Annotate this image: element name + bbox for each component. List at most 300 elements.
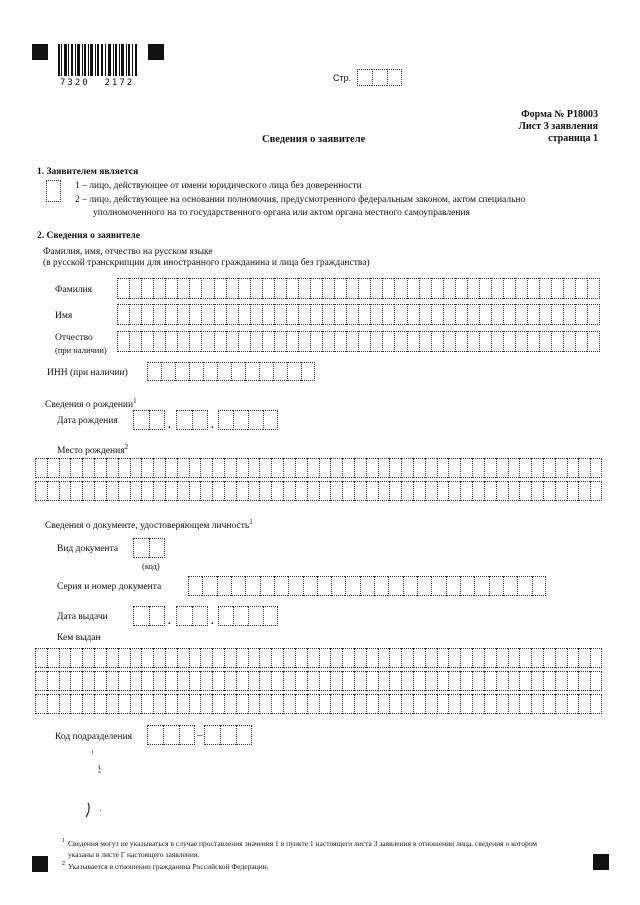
char-cell[interactable] <box>201 278 213 299</box>
char-cell[interactable] <box>262 304 274 325</box>
char-cell[interactable] <box>141 304 153 325</box>
char-cell[interactable] <box>389 648 401 668</box>
birth-place-line-1[interactable] <box>35 458 602 478</box>
char-cell[interactable] <box>283 481 295 501</box>
char-cell[interactable] <box>47 458 59 478</box>
char-cell[interactable] <box>472 648 484 668</box>
char-cell[interactable] <box>118 694 130 714</box>
char-cell[interactable] <box>94 481 106 501</box>
division-code-part1[interactable] <box>147 725 195 745</box>
doc-series-field[interactable] <box>188 576 546 596</box>
char-cell[interactable] <box>531 694 543 714</box>
char-cell[interactable] <box>177 304 189 325</box>
char-cell[interactable] <box>165 278 177 299</box>
char-cell[interactable] <box>539 331 551 352</box>
char-cell[interactable] <box>354 458 366 478</box>
char-cell[interactable] <box>176 410 192 430</box>
char-cell[interactable] <box>59 648 71 668</box>
char-cell[interactable] <box>346 304 358 325</box>
char-cell[interactable] <box>118 648 130 668</box>
char-cell[interactable] <box>437 671 449 691</box>
char-cell[interactable] <box>567 671 579 691</box>
char-cell[interactable] <box>519 648 531 668</box>
char-cell[interactable] <box>129 304 141 325</box>
char-cell[interactable] <box>236 648 248 668</box>
char-cell[interactable] <box>354 648 366 668</box>
char-cell[interactable] <box>519 694 531 714</box>
char-cell[interactable] <box>330 648 342 668</box>
char-cell[interactable] <box>165 304 177 325</box>
char-cell[interactable] <box>70 458 82 478</box>
char-cell[interactable] <box>141 481 153 501</box>
char-cell[interactable] <box>590 481 602 501</box>
char-cell[interactable] <box>189 671 201 691</box>
char-cell[interactable] <box>590 648 602 668</box>
char-cell[interactable] <box>238 331 250 352</box>
char-cell[interactable] <box>179 725 195 745</box>
char-cell[interactable] <box>70 648 82 668</box>
char-cell[interactable] <box>394 331 406 352</box>
char-cell[interactable] <box>153 648 165 668</box>
char-cell[interactable] <box>238 278 250 299</box>
char-cell[interactable] <box>342 648 354 668</box>
char-cell[interactable] <box>200 481 212 501</box>
char-cell[interactable] <box>70 671 82 691</box>
char-cell[interactable] <box>479 331 491 352</box>
char-cell[interactable] <box>543 481 555 501</box>
char-cell[interactable] <box>401 648 413 668</box>
char-cell[interactable] <box>382 278 394 299</box>
char-cell[interactable] <box>263 410 278 430</box>
char-cell[interactable] <box>448 671 460 691</box>
char-cell[interactable] <box>295 458 307 478</box>
char-cell[interactable] <box>218 410 233 430</box>
char-cell[interactable] <box>217 362 231 381</box>
char-cell[interactable] <box>35 481 47 501</box>
char-cell[interactable] <box>443 331 455 352</box>
char-cell[interactable] <box>467 278 479 299</box>
char-cell[interactable] <box>455 331 467 352</box>
char-cell[interactable] <box>527 304 539 325</box>
char-cell[interactable] <box>106 481 118 501</box>
char-cell[interactable] <box>106 694 118 714</box>
char-cell[interactable] <box>259 362 273 381</box>
char-cell[interactable] <box>460 576 474 596</box>
char-cell[interactable] <box>177 278 189 299</box>
char-cell[interactable] <box>149 606 165 626</box>
char-cell[interactable] <box>189 331 201 352</box>
char-cell[interactable] <box>295 671 307 691</box>
char-cell[interactable] <box>551 331 563 352</box>
char-cell[interactable] <box>59 671 71 691</box>
char-cell[interactable] <box>413 481 425 501</box>
char-cell[interactable] <box>413 458 425 478</box>
char-cell[interactable] <box>35 671 47 691</box>
char-cell[interactable] <box>370 278 382 299</box>
char-cell[interactable] <box>575 278 587 299</box>
char-cell[interactable] <box>165 694 177 714</box>
char-cell[interactable] <box>319 671 331 691</box>
char-cell[interactable] <box>82 481 94 501</box>
char-cell[interactable] <box>419 331 431 352</box>
char-cell[interactable] <box>153 481 165 501</box>
char-cell[interactable] <box>425 694 437 714</box>
char-cell[interactable] <box>508 694 520 714</box>
char-cell[interactable] <box>295 648 307 668</box>
char-cell[interactable] <box>47 481 59 501</box>
char-cell[interactable] <box>342 671 354 691</box>
char-cell[interactable] <box>382 331 394 352</box>
char-cell[interactable] <box>503 304 515 325</box>
char-cell[interactable] <box>563 304 575 325</box>
char-cell[interactable] <box>141 278 153 299</box>
char-cell[interactable] <box>129 278 141 299</box>
char-cell[interactable] <box>491 278 503 299</box>
char-cell[interactable] <box>489 576 503 596</box>
char-cell[interactable] <box>47 671 59 691</box>
char-cell[interactable] <box>496 458 508 478</box>
char-cell[interactable] <box>484 481 496 501</box>
char-cell[interactable] <box>479 278 491 299</box>
char-cell[interactable] <box>587 278 599 299</box>
char-cell[interactable] <box>47 648 59 668</box>
char-cell[interactable] <box>496 694 508 714</box>
char-cell[interactable] <box>539 304 551 325</box>
char-cell[interactable] <box>271 694 283 714</box>
char-cell[interactable] <box>503 278 515 299</box>
char-cell[interactable] <box>491 331 503 352</box>
char-cell[interactable] <box>141 671 153 691</box>
char-cell[interactable] <box>149 538 165 558</box>
char-cell[interactable] <box>70 694 82 714</box>
char-cell[interactable] <box>578 458 590 478</box>
char-cell[interactable] <box>236 671 248 691</box>
char-cell[interactable] <box>224 458 236 478</box>
char-cell[interactable] <box>94 671 106 691</box>
char-cell[interactable] <box>283 458 295 478</box>
char-cell[interactable] <box>460 458 472 478</box>
char-cell[interactable] <box>496 481 508 501</box>
char-cell[interactable] <box>366 458 378 478</box>
char-cell[interactable] <box>448 694 460 714</box>
name-field[interactable] <box>117 304 600 325</box>
char-cell[interactable] <box>425 671 437 691</box>
char-cell[interactable] <box>201 304 213 325</box>
char-cell[interactable] <box>288 576 302 596</box>
char-cell[interactable] <box>401 694 413 714</box>
char-cell[interactable] <box>437 648 449 668</box>
char-cell[interactable] <box>551 278 563 299</box>
char-cell[interactable] <box>358 331 370 352</box>
char-cell[interactable] <box>358 304 370 325</box>
char-cell[interactable] <box>236 694 248 714</box>
birth-year-field[interactable] <box>218 410 278 430</box>
char-cell[interactable] <box>106 671 118 691</box>
char-cell[interactable] <box>233 606 248 626</box>
char-cell[interactable] <box>177 458 189 478</box>
char-cell[interactable] <box>346 331 358 352</box>
char-cell[interactable] <box>503 576 517 596</box>
char-cell[interactable] <box>519 458 531 478</box>
char-cell[interactable] <box>401 458 413 478</box>
char-cell[interactable] <box>474 576 488 596</box>
issue-year-field[interactable] <box>218 606 278 626</box>
char-cell[interactable] <box>531 458 543 478</box>
char-cell[interactable] <box>189 648 201 668</box>
char-cell[interactable] <box>496 671 508 691</box>
char-cell[interactable] <box>231 576 245 596</box>
char-cell[interactable] <box>303 576 317 596</box>
char-cell[interactable] <box>354 671 366 691</box>
char-cell[interactable] <box>527 278 539 299</box>
char-cell[interactable] <box>484 671 496 691</box>
char-cell[interactable] <box>508 481 520 501</box>
char-cell[interactable] <box>189 278 201 299</box>
char-cell[interactable] <box>531 648 543 668</box>
char-cell[interactable] <box>515 331 527 352</box>
char-cell[interactable] <box>431 304 443 325</box>
char-cell[interactable] <box>189 458 201 478</box>
char-cell[interactable] <box>527 331 539 352</box>
char-cell[interactable] <box>212 671 224 691</box>
char-cell[interactable] <box>147 725 163 745</box>
page-number-cells[interactable] <box>357 69 402 86</box>
char-cell[interactable] <box>165 671 177 691</box>
char-cell[interactable] <box>401 671 413 691</box>
char-cell[interactable] <box>220 725 236 745</box>
char-cell[interactable] <box>161 362 175 381</box>
char-cell[interactable] <box>378 671 390 691</box>
char-cell[interactable] <box>59 481 71 501</box>
applicant-type-cell[interactable] <box>46 180 61 202</box>
char-cell[interactable] <box>419 278 431 299</box>
char-cell[interactable] <box>224 671 236 691</box>
char-cell[interactable] <box>274 576 288 596</box>
char-cell[interactable] <box>192 410 208 430</box>
birth-day-field[interactable] <box>133 410 165 430</box>
char-cell[interactable] <box>165 458 177 478</box>
char-cell[interactable] <box>274 304 286 325</box>
char-cell[interactable] <box>358 278 370 299</box>
char-cell[interactable] <box>133 606 149 626</box>
char-cell[interactable] <box>226 304 238 325</box>
char-cell[interactable] <box>94 458 106 478</box>
char-cell[interactable] <box>259 694 271 714</box>
char-cell[interactable] <box>419 304 431 325</box>
char-cell[interactable] <box>271 458 283 478</box>
char-cell[interactable] <box>389 458 401 478</box>
char-cell[interactable] <box>555 694 567 714</box>
char-cell[interactable] <box>153 304 165 325</box>
char-cell[interactable] <box>260 576 274 596</box>
char-cell[interactable] <box>248 410 263 430</box>
char-cell[interactable] <box>563 278 575 299</box>
surname-field[interactable] <box>117 278 600 299</box>
char-cell[interactable] <box>382 304 394 325</box>
char-cell[interactable] <box>141 331 153 352</box>
char-cell[interactable] <box>472 481 484 501</box>
char-cell[interactable] <box>330 671 342 691</box>
char-cell[interactable] <box>555 458 567 478</box>
char-cell[interactable] <box>319 694 331 714</box>
char-cell[interactable] <box>248 648 260 668</box>
char-cell[interactable] <box>82 671 94 691</box>
char-cell[interactable] <box>271 481 283 501</box>
char-cell[interactable] <box>298 304 310 325</box>
char-cell[interactable] <box>200 648 212 668</box>
char-cell[interactable] <box>141 458 153 478</box>
char-cell[interactable] <box>345 576 359 596</box>
char-cell[interactable] <box>307 481 319 501</box>
char-cell[interactable] <box>147 362 161 381</box>
char-cell[interactable] <box>214 331 226 352</box>
char-cell[interactable] <box>301 362 315 381</box>
char-cell[interactable] <box>472 671 484 691</box>
char-cell[interactable] <box>106 458 118 478</box>
char-cell[interactable] <box>567 458 579 478</box>
char-cell[interactable] <box>310 331 322 352</box>
char-cell[interactable] <box>271 671 283 691</box>
char-cell[interactable] <box>250 331 262 352</box>
char-cell[interactable] <box>431 576 445 596</box>
char-cell[interactable] <box>82 694 94 714</box>
char-cell[interactable] <box>307 648 319 668</box>
char-cell[interactable] <box>331 576 345 596</box>
char-cell[interactable] <box>578 481 590 501</box>
char-cell[interactable] <box>153 278 165 299</box>
char-cell[interactable] <box>259 671 271 691</box>
char-cell[interactable] <box>175 362 189 381</box>
char-cell[interactable] <box>130 671 142 691</box>
char-cell[interactable] <box>273 362 287 381</box>
char-cell[interactable] <box>287 362 301 381</box>
char-cell[interactable] <box>248 481 260 501</box>
char-cell[interactable] <box>262 331 274 352</box>
char-cell[interactable] <box>322 331 334 352</box>
char-cell[interactable] <box>212 481 224 501</box>
char-cell[interactable] <box>189 481 201 501</box>
char-cell[interactable] <box>551 304 563 325</box>
char-cell[interactable] <box>189 362 203 381</box>
char-cell[interactable] <box>484 694 496 714</box>
char-cell[interactable] <box>117 331 129 352</box>
char-cell[interactable] <box>370 304 382 325</box>
char-cell[interactable] <box>378 481 390 501</box>
char-cell[interactable] <box>70 481 82 501</box>
char-cell[interactable] <box>413 648 425 668</box>
char-cell[interactable] <box>555 671 567 691</box>
char-cell[interactable] <box>378 648 390 668</box>
char-cell[interactable] <box>226 331 238 352</box>
char-cell[interactable] <box>322 304 334 325</box>
char-cell[interactable] <box>531 671 543 691</box>
char-cell[interactable] <box>274 278 286 299</box>
char-cell[interactable] <box>563 331 575 352</box>
char-cell[interactable] <box>59 458 71 478</box>
char-cell[interactable] <box>286 278 298 299</box>
char-cell[interactable] <box>118 458 130 478</box>
char-cell[interactable] <box>94 694 106 714</box>
char-cell[interactable] <box>176 606 192 626</box>
char-cell[interactable] <box>555 648 567 668</box>
char-cell[interactable] <box>117 278 129 299</box>
char-cell[interactable] <box>263 606 278 626</box>
char-cell[interactable] <box>133 410 149 430</box>
char-cell[interactable] <box>413 671 425 691</box>
char-cell[interactable] <box>467 331 479 352</box>
char-cell[interactable] <box>330 481 342 501</box>
char-cell[interactable] <box>354 694 366 714</box>
patronymic-field[interactable] <box>117 331 600 352</box>
char-cell[interactable] <box>543 694 555 714</box>
char-cell[interactable] <box>374 576 388 596</box>
char-cell[interactable] <box>467 304 479 325</box>
char-cell[interactable] <box>130 694 142 714</box>
issued-by-line-1[interactable] <box>35 648 602 668</box>
char-cell[interactable] <box>248 458 260 478</box>
char-cell[interactable] <box>366 671 378 691</box>
char-cell[interactable] <box>224 648 236 668</box>
char-cell[interactable] <box>425 648 437 668</box>
char-cell[interactable] <box>519 671 531 691</box>
char-cell[interactable] <box>286 304 298 325</box>
char-cell[interactable] <box>141 694 153 714</box>
char-cell[interactable] <box>567 694 579 714</box>
char-cell[interactable] <box>214 278 226 299</box>
char-cell[interactable] <box>192 606 208 626</box>
char-cell[interactable] <box>163 725 179 745</box>
char-cell[interactable] <box>283 694 295 714</box>
char-cell[interactable] <box>479 304 491 325</box>
char-cell[interactable] <box>317 576 331 596</box>
char-cell[interactable] <box>188 576 202 596</box>
char-cell[interactable] <box>460 481 472 501</box>
char-cell[interactable] <box>200 458 212 478</box>
char-cell[interactable] <box>231 362 245 381</box>
char-cell[interactable] <box>177 648 189 668</box>
char-cell[interactable] <box>59 694 71 714</box>
char-cell[interactable] <box>448 458 460 478</box>
char-cell[interactable] <box>130 648 142 668</box>
char-cell[interactable] <box>295 694 307 714</box>
char-cell[interactable] <box>153 671 165 691</box>
char-cell[interactable] <box>224 694 236 714</box>
char-cell[interactable] <box>133 538 149 558</box>
char-cell[interactable] <box>319 481 331 501</box>
char-cell[interactable] <box>448 648 460 668</box>
char-cell[interactable] <box>177 694 189 714</box>
char-cell[interactable] <box>555 481 567 501</box>
char-cell[interactable] <box>189 694 201 714</box>
char-cell[interactable] <box>200 671 212 691</box>
char-cell[interactable] <box>443 278 455 299</box>
char-cell[interactable] <box>484 458 496 478</box>
char-cell[interactable] <box>153 458 165 478</box>
char-cell[interactable] <box>401 481 413 501</box>
char-cell[interactable] <box>177 331 189 352</box>
char-cell[interactable] <box>259 481 271 501</box>
char-cell[interactable] <box>245 576 259 596</box>
char-cell[interactable] <box>519 481 531 501</box>
char-cell[interactable] <box>283 671 295 691</box>
char-cell[interactable] <box>330 694 342 714</box>
char-cell[interactable] <box>578 648 590 668</box>
char-cell[interactable] <box>238 304 250 325</box>
char-cell[interactable] <box>330 458 342 478</box>
char-cell[interactable] <box>248 694 260 714</box>
char-cell[interactable] <box>437 458 449 478</box>
char-cell[interactable] <box>274 331 286 352</box>
